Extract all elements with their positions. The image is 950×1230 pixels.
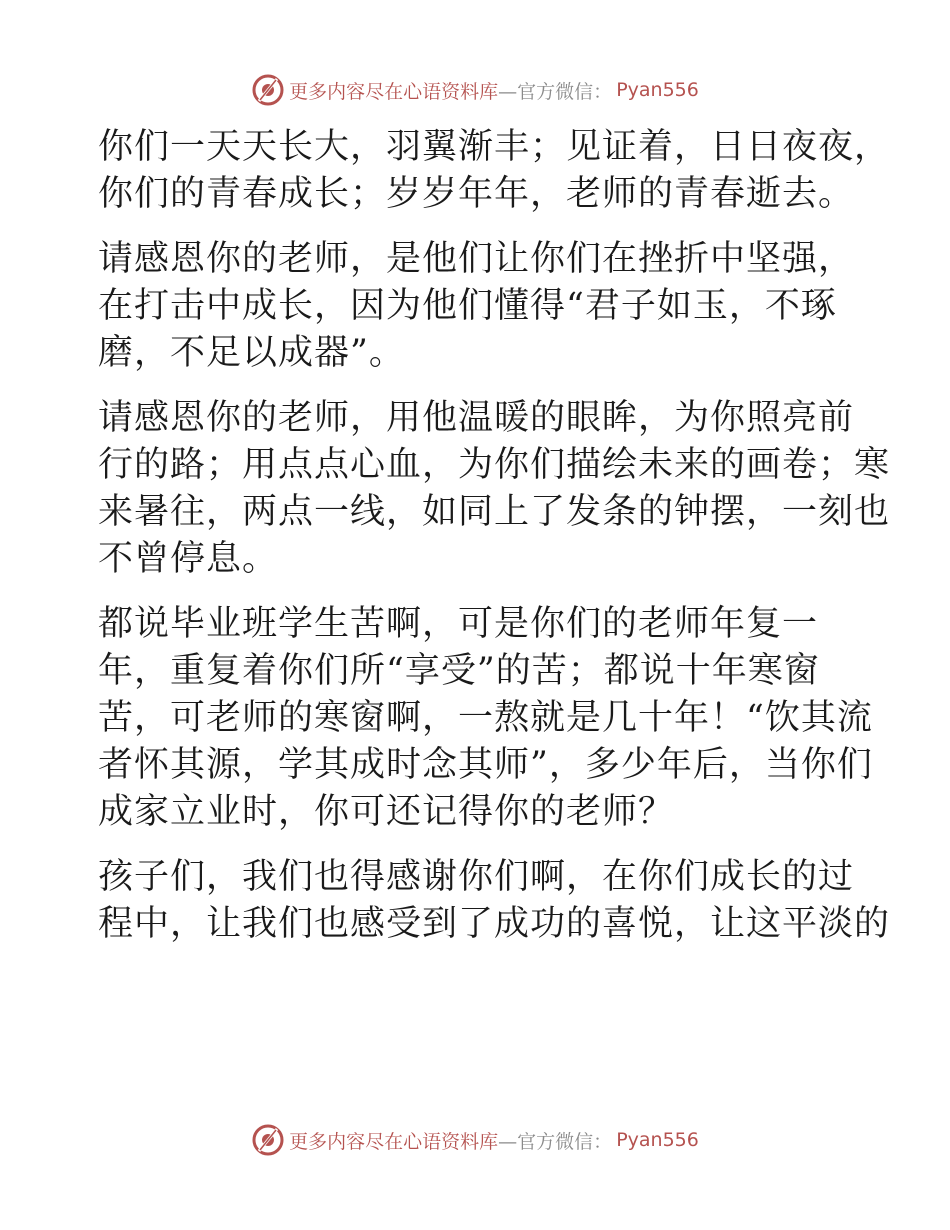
document-body: [98, 124, 891, 966]
text-line: 成家立业时，你可还记得你的老师？: [98, 792, 675, 832]
footer-banner: [0, 1120, 950, 1160]
text-line: 来暑往，两点一线，如同上了发条的钟摆，一刻也: [98, 492, 891, 532]
text-line: 苦，可老师的寒窗啊，一熬就是几十年！“饮其流: [98, 698, 873, 738]
text-line: 年，重复着你们所“享受”的苦；都说十年寒窗: [98, 651, 820, 691]
text-line: 在打击中成长，因为他们懂得“君子如玉，不琢: [98, 286, 837, 326]
paragraph: [98, 236, 858, 377]
text-line: 磨，不足以成器”。: [98, 333, 405, 373]
text-line: 行的路；用点点心血，为你们描绘未来的画卷；寒: [98, 445, 891, 485]
paragraph: [98, 854, 891, 948]
text-line: 都说毕业班学生苦啊，可是你们的老师年复一: [98, 604, 819, 644]
footer-brand-main: 更多内容尽在心语资料库: [289, 1130, 499, 1153]
text-line: 孩子们，我们也得感谢你们啊，在你们成长的过: [98, 857, 855, 897]
paragraph: [98, 395, 891, 583]
text-line: 程中，让我们也感受到了成功的喜悦，让这平淡的: [98, 904, 891, 944]
text-line: 请感恩你的老师，用他温暖的眼眸，为你照亮前: [98, 398, 855, 438]
header-brand-main: 更多内容尽在心语资料库: [289, 80, 499, 103]
header-brand-id: Pyan556: [616, 79, 699, 101]
brand-logo-icon: [251, 1123, 285, 1157]
text-line: 你们一天天长大，羽翼渐丰；见证着，日日夜夜，: [98, 127, 891, 167]
paragraph: [98, 124, 891, 218]
footer-brand-id: Pyan556: [616, 1129, 699, 1151]
text-line: 不曾停息。: [98, 539, 279, 579]
paragraph: [98, 601, 873, 836]
brand-logo-icon: [251, 73, 285, 107]
header-brand-sub: —官方微信：: [498, 80, 613, 103]
text-line: 你们的青春成长；岁岁年年，老师的青春逝去。: [98, 174, 855, 214]
header-banner: [0, 70, 950, 110]
text-line: 者怀其源，学其成时念其师”，多少年后，当你们: [98, 745, 873, 785]
text-line: 请感恩你的老师，是他们让你们在挫折中坚强，: [98, 239, 855, 279]
footer-brand-sub: —官方微信：: [498, 1130, 613, 1153]
